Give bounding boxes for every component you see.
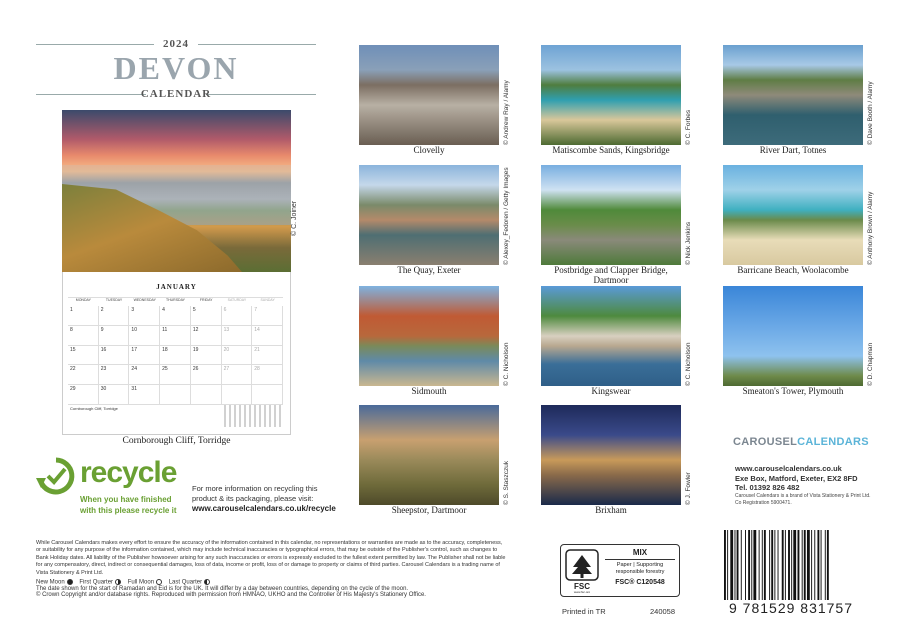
photo-caption-5: Postbridge and Clapper Bridge, Dartmoor [554, 265, 668, 285]
recycle-subtext [80, 494, 176, 516]
photo-credit-4: © Alexey_Fedoren / Getty Images [503, 167, 510, 265]
disclaimer: While Carousel Calendars makes every effort to ensure the accuracy of the information contained in this calendar, no representations or warranties are made as to the accuracy, completeness, or suitability for any purpose of the information contained, which may include technical inaccuracies or typographical errors, that may be outside of the Publisher's control, such as changes to Bank Holiday dates. All liability of the Publisher howsoever arising for any such inaccuracies or errors is expressly excluded to the fullest extent permitted by law. The Publisher shall not be liable for any compensatory, direct, indirect or consequential damages, loss of data, income or profit, loss of or damage to property or claims of third parties. Carousel Calendars is a trading name of Vista Stationery & Print Ltd. [36, 540, 506, 576]
barcode-bar [748, 530, 750, 600]
calendar-day: 19 [191, 346, 222, 366]
photo-tile-10 [359, 405, 499, 505]
barcode-bar [804, 530, 806, 600]
calendar-day: 14 [252, 326, 283, 346]
photo-tile-6 [723, 165, 863, 265]
photo-credit-7: © C. Nicholson [503, 342, 510, 386]
photo-credit-8: © C. Nicholson [685, 342, 692, 386]
logo-part-calendars: CALENDARS [797, 436, 869, 448]
calendar-day: 3 [129, 306, 160, 326]
main-photo-cornborough-cliff [62, 110, 291, 272]
calendar-day: 4 [160, 306, 191, 326]
photo-caption-7: Sidmouth [411, 386, 447, 396]
calendar-day: 24 [129, 365, 160, 385]
barcode-bar [769, 530, 770, 600]
weekday-header: SATURDAY [227, 298, 247, 302]
calendar-day: 7 [252, 306, 283, 326]
moon-full-label: Full Moon [127, 579, 155, 586]
barcode-number: 9 781529 831757 [729, 600, 853, 616]
fsc-paper-line2: responsible forestry [615, 569, 665, 575]
barcode-bar [811, 530, 812, 600]
photo-caption-8: Kingswear [591, 386, 631, 396]
calendar-year: 2024 [163, 38, 189, 50]
fsc-mix: MIX [632, 548, 648, 557]
calendar-title: DEVON [113, 50, 239, 86]
barcode-bar [737, 530, 739, 600]
calendar-day: 1 [68, 306, 99, 326]
publisher-reg-line1: Carousel Calendars is a brand of Vista Stationery & Print Ltd. [735, 493, 871, 499]
calendar-subtitle: CALENDAR [140, 88, 212, 100]
photo-tile-7 [359, 286, 499, 386]
weekday-header: MONDAY [75, 298, 91, 302]
carousel-logo [733, 436, 869, 448]
photo-credit-3: © Dave Booth / Alamy [867, 81, 874, 145]
barcode-bar [814, 530, 815, 600]
barcode-bar [785, 530, 786, 600]
calendar-day: 21 [252, 346, 283, 366]
calendar-day: 10 [129, 326, 160, 346]
publisher-website[interactable]: www.carouselcalendars.co.uk [735, 464, 842, 473]
publisher-registration [735, 493, 871, 506]
photo-caption-9: Smeaton's Tower, Plymouth [742, 386, 844, 396]
calendar-day: 15 [68, 346, 99, 366]
calendar-month: JANUARY [156, 283, 197, 291]
barcode-bar [753, 530, 756, 600]
photo-credit-5: © Nick Jenkins [685, 221, 692, 265]
barcode-bar [782, 530, 784, 600]
photo-caption-3: River Dart, Totnes [759, 145, 827, 155]
calendar-day: 2 [99, 306, 130, 326]
photo-caption-1: Clovelly [413, 145, 445, 155]
fsc-code: FSC® C120548 [615, 579, 665, 586]
barcode-bar [759, 530, 760, 600]
fsc-web: www.fsc.org [573, 590, 591, 593]
recycle-sub-line1: When you have finished [80, 495, 172, 504]
photo-tile-2 [541, 45, 681, 145]
main-photo-credit: © C. Joiner [291, 200, 298, 236]
photo-credit-2: © C. Forbes [685, 109, 692, 145]
publisher-reg-line2: Co Registration 5900471. [735, 499, 792, 506]
barcode-bar [730, 530, 733, 600]
barcode-bar [825, 530, 826, 600]
barcode-bar [791, 530, 792, 600]
photo-caption-11: Brixham [595, 505, 627, 515]
calendar-day [222, 385, 253, 405]
recycle-icon [34, 456, 78, 496]
moon-new-label: New Moon [36, 579, 65, 586]
barcode-bar [764, 530, 766, 600]
calendar-day: 12 [191, 326, 222, 346]
fsc-tree-icon [565, 549, 599, 593]
photo-credit-1: © Andrew Ray / Alamy [503, 80, 510, 145]
photo-tile-4 [359, 165, 499, 265]
calendar-day: 18 [160, 346, 191, 366]
weekday-header: THURSDAY [165, 298, 185, 302]
new-moon-icon [67, 579, 73, 585]
photo-tile-3 [723, 45, 863, 145]
calendar-day: 27 [222, 365, 253, 385]
photo-tile-9 [723, 286, 863, 386]
photo-tile-5 [541, 165, 681, 265]
fsc-text: FSC [574, 582, 590, 591]
recycle-info [192, 484, 362, 514]
calendar-day: 5 [191, 306, 222, 326]
publisher-tel: Tel. 01392 826 482 [735, 483, 800, 492]
calendar-day: 6 [222, 306, 253, 326]
recycle-sub-line2: with this please recycle it [80, 506, 177, 515]
barcode-bar [727, 530, 728, 600]
barcode-bar [788, 530, 790, 600]
moon-last-label: Last Quarter [168, 579, 203, 586]
weekday-header: WEDNESDAY [133, 298, 156, 302]
calendar-day: 17 [129, 346, 160, 366]
photo-tile-1 [359, 45, 499, 145]
barcode-bar [807, 530, 810, 600]
weekday-header: TUESDAY [105, 298, 123, 302]
photo-caption-10: Sheepstor, Dartmoor [391, 505, 467, 515]
photo-credit-9: © D. Chapman [867, 342, 874, 386]
calendar-day [160, 385, 191, 405]
photo-credit-11: © J. Fowler [685, 472, 692, 505]
calendar-day: 22 [68, 365, 99, 385]
photo-caption-6: Barricane Beach, Woolacombe [737, 265, 849, 275]
barcode-bar [724, 530, 726, 600]
copyright-note: © Crown Copyright and/or database rights. Reproduced with permission from HMNAO, UKHO and the Controller of His Majesty's Stationery Office. [36, 591, 426, 598]
first-quarter-icon [115, 579, 121, 585]
calendar-day [191, 385, 222, 405]
photo-credit-6: © Anthony Brown / Alamy [867, 191, 874, 265]
barcode-bar [762, 530, 763, 600]
weekday-header: FRIDAY [199, 298, 213, 302]
barcode-bar [827, 530, 829, 600]
calendar-day [252, 385, 283, 405]
calendar-day: 28 [252, 365, 283, 385]
calendar-day: 8 [68, 326, 99, 346]
fsc-paper [605, 562, 675, 576]
product-code: 240058 [650, 607, 676, 616]
calendar-day: 13 [222, 326, 253, 346]
calendar-day: 9 [99, 326, 130, 346]
printed-in: Printed in TR [562, 607, 606, 616]
calendar-day: 25 [160, 365, 191, 385]
calendar-day: 16 [99, 346, 130, 366]
barcode-bar [798, 530, 800, 600]
calendar-day: 29 [68, 385, 99, 405]
fsc-divider [605, 559, 675, 560]
calendar-day: 11 [160, 326, 191, 346]
photo-tile-8 [541, 286, 681, 386]
mini-calendars [224, 405, 284, 427]
recycle-url[interactable]: www.carouselcalendars.co.uk/recycle [192, 504, 336, 513]
barcode-bar [802, 530, 803, 600]
ramadan-note: The date shown for the start of Ramadan and Eid is for the UK. It will differ by a day between countries, depending on the cycle of the moon. [36, 585, 409, 592]
barcode-bar [817, 530, 819, 600]
barcode-bar [741, 530, 742, 600]
barcode-bar [751, 530, 752, 600]
calendar-grid [68, 297, 283, 405]
moon-legend [36, 579, 426, 598]
barcode-bar [735, 530, 736, 600]
publisher-address [735, 464, 858, 493]
weekday-header: SUNDAY [260, 298, 275, 302]
photo-tile-11 [541, 405, 681, 505]
calendar-day: 20 [222, 346, 253, 366]
calendar-day: 26 [191, 365, 222, 385]
recycle-info-line1: For more information on recycling this [192, 484, 318, 493]
barcode-bar [745, 530, 746, 600]
barcode-bar [793, 530, 796, 600]
publisher-street: Exe Box, Matford, Exeter, EX2 8FD [735, 473, 858, 483]
main-photo-caption: Cornborough Cliff, Torridge [122, 436, 231, 446]
barcode [722, 530, 862, 600]
full-moon-icon [156, 579, 162, 585]
logo-part-carousel: CAROUSEL [733, 436, 798, 448]
calendar-day: 30 [99, 385, 130, 405]
recycle-info-line2: product & its packaging, please visit: [192, 494, 314, 503]
barcode-bar [821, 530, 822, 600]
moon-first-label: First Quarter [79, 579, 114, 586]
calendar-page-footer: Cornborough Cliff, Torridge [70, 406, 118, 411]
last-quarter-icon [204, 579, 210, 585]
recycle-word: recycle [80, 456, 177, 489]
calendar-day: 31 [129, 385, 160, 405]
fsc-paper-line1: Paper | Supporting [616, 562, 664, 568]
photo-caption-4: The Quay, Exeter [397, 265, 461, 275]
barcode-bar [774, 530, 775, 600]
photo-credit-10: © S. Staszczuk [503, 460, 510, 505]
barcode-bar [771, 530, 773, 600]
calendar-day: 23 [99, 365, 130, 385]
photo-caption-2: Matiscombe Sands, Kingsbridge [552, 145, 670, 155]
barcode-bar [778, 530, 779, 600]
